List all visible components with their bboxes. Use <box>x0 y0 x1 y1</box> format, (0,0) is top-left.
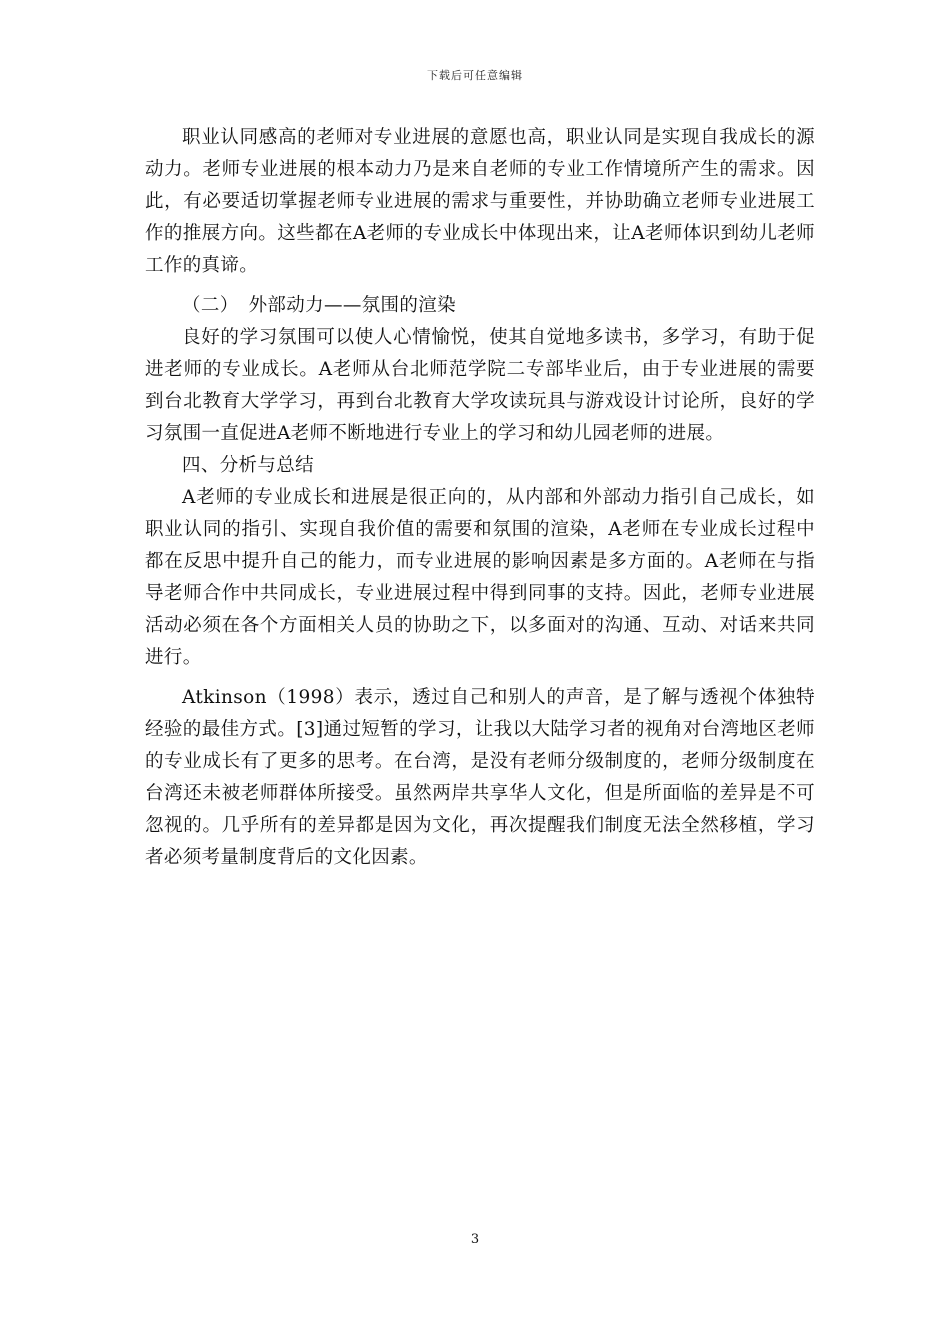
paragraph-atkinson: Atkinson（1998）表示，透过自己和别人的声音，是了解与透视个体独特经验的最佳方式。[3]通过短暂的学习，让我以大陆学习者的视角对台湾地区老师的专业成长有了更多的思考。在台湾，是没有老师分级制度的，老师分级制度在台湾还未被老师群体所接受。虽然两岸共享华人文化，但是所面临的差异是不可忽视的。几乎所有的差异都是因为文化，再次提醒我们制度无法全然移植，学习者必须考量制度背后的文化因素。 <box>145 687 815 868</box>
page-number: 3 <box>470 1232 480 1247</box>
section-heading-analysis-summary: 四、分析与总结 <box>182 455 314 476</box>
subheading-number: （二） <box>182 295 239 316</box>
paragraph-learning-atmosphere: 良好的学习氛围可以使人心情愉悦，使其自觉地多读书，多学习，有助于促进老师的专业成长。A老师从台北师范学院二专部毕业后，由于专业进展的需要到台北教育大学学习，再到台北教育大学攻读玩具与游戏设计讨论所，良好的学习氛围一直促进A老师不断地进行专业上的学习和幼儿园老师的进展。 <box>145 327 815 444</box>
document-body <box>145 122 815 874</box>
subheading-text: 外部动力——氛围的渲染 <box>248 295 456 316</box>
paragraph-analysis: A老师的专业成长和进展是很正向的，从内部和外部动力指引自己成长，如职业认同的指引、实现自我价值的需要和氛围的渲染，A老师在专业成长过程中都在反思中提升自己的能力，而专业进展的影响因素是多方面的。A老师在与指导老师合作中共同成长，专业进展过程中得到同事的支持。因此，老师专业进展活动必须在各个方面相关人员的协助之下，以多面对的沟通、互动、对话来共同进行。 <box>145 487 815 668</box>
page-header: 下载后可任意编辑 <box>427 69 523 82</box>
subheading-external-motivation <box>145 290 815 322</box>
paragraph-professional-identity: 职业认同感高的老师对专业进展的意愿也高，职业认同是实现自我成长的源动力。老师专业进展的根本动力乃是来自老师的专业工作情境所产生的需求。因此，有必要适切掌握老师专业进展的需求与重要性，并协助确立老师专业进展工作的推展方向。这些都在A老师的专业成长中体现出来，让A老师体识到幼儿老师工作的真谛。 <box>145 127 815 276</box>
